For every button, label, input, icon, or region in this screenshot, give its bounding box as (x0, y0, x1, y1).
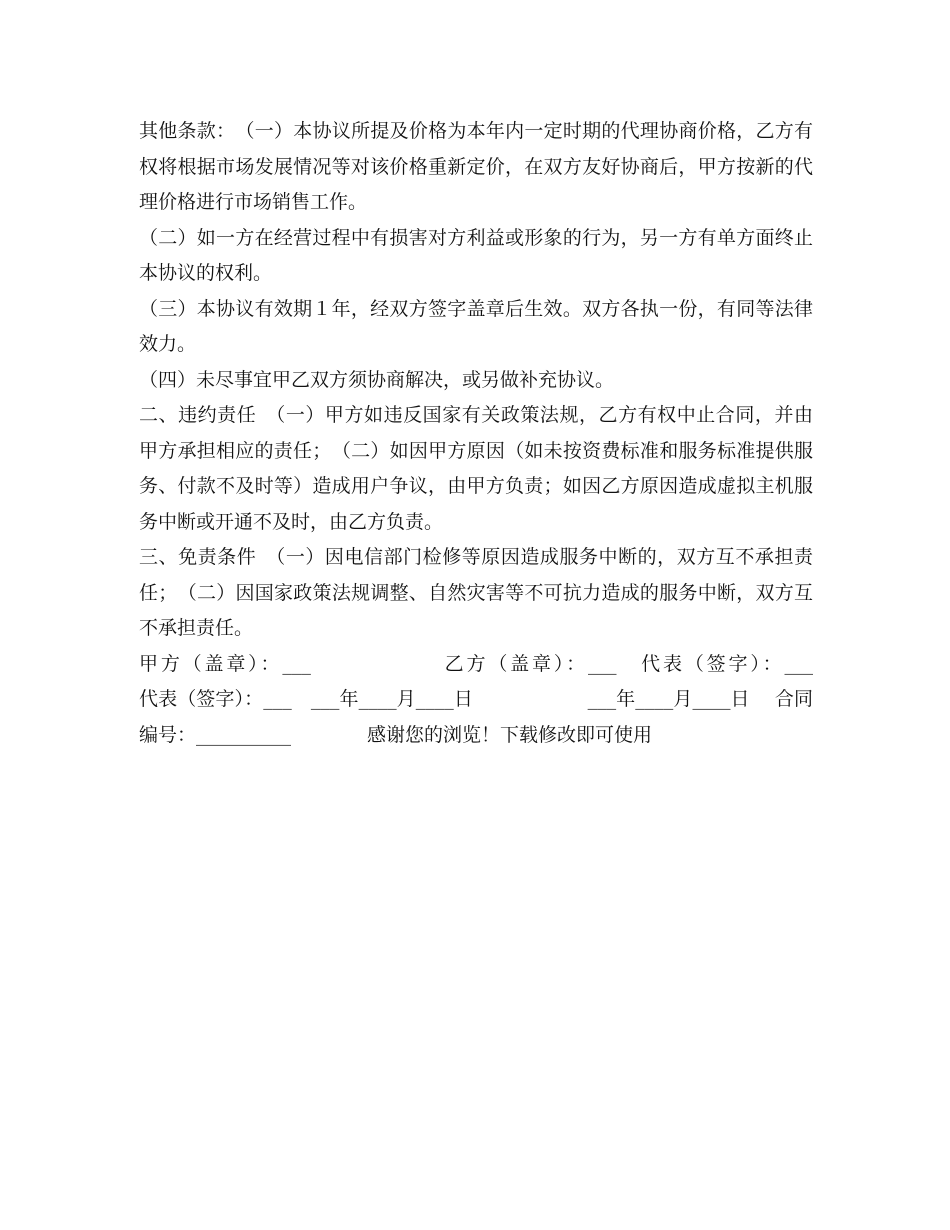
supplement-clause: （四）未尽事宜甲乙双方须协商解决，或另做补充协议。 (139, 368, 615, 391)
other-terms-paragraph: 其他条款： （一）本协议所提及价格为本年内一定时期的代理协商价格，乙方有权将根据市场发展情况等对该价格重新定价，在双方友好协商后，甲方按新的代理价格进行市场销售工作。 (139, 120, 813, 213)
exemption-section: 三、免责条件 （一）因电信部门检修等原因造成服务中断的，双方互不承担责任； （二）因国家政策法规调整、自然灾害等不可抗力造成的服务中断，双方互不承担责任。 (139, 546, 813, 639)
termination-clause: （二）如一方在经营过程中有损害对方利益或形象的行为，另一方有单方面终止本协议的权利。 (139, 226, 813, 284)
signature-block: 甲方（盖章）：___ 乙方（盖章）：___ 代表（签字）：___ 代表（签字）：___ ___年____月____日 ___年____月____日 合同编号：__________ 感谢您的浏览！下载修改即可使用 (139, 652, 909, 746)
validity-clause: （三）本协议有效期１年，经双方签字盖章后生效。双方各执一份，有同等法律效力。 (139, 297, 813, 355)
document-page (139, 114, 909, 753)
breach-liability-section: 二、违约责任 （一）甲方如违反国家有关政策法规，乙方有权中止合同，并由甲方承担相应的责任； （二）如因甲方原因（如未按资费标准和服务标准提供服务、付款不及时等）造成用户争议，由甲方负责；如因乙方原因造成虚拟主机服务中断或开通不及时，由乙方负责。 (139, 404, 813, 533)
